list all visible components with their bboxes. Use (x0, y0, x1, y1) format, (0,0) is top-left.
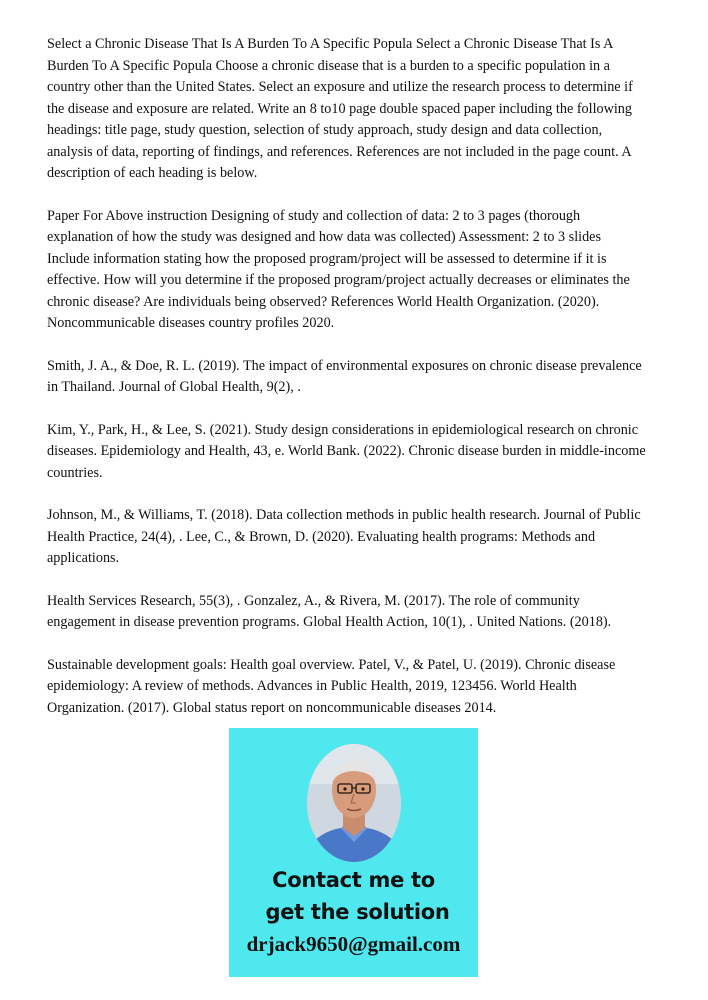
contact-email[interactable]: drjack9650@gmail.com (246, 932, 461, 956)
paragraph-reference-health-services: Health Services Research, 55(3), . Gonzalez, A., & Rivera, M. (2017). The role of community engagement in disease prevention programs. Global Health Action, 10(1), . United Nations. (2018). (47, 592, 612, 630)
paragraph-reference-sustainable: Sustainable development goals: Health goal overview. Patel, V., & Patel, U. (2019). Chronic disease epidemiology: A review of methods. Advances in Public Health, 2019, 123456. World Health Organization. (2017). Global status report on noncommunicable diseases 2014. (47, 656, 616, 716)
contact-heading-line1: Contact me to (272, 868, 435, 892)
person-portrait-icon (307, 744, 401, 862)
document-body (47, 34, 647, 740)
paragraph-reference-kim: Kim, Y., Park, H., & Lee, S. (2021). Study design considerations in epidemiological research on chronic diseases. Epidemiology and Health, 43, e. World Bank. (2022). Chronic disease burden in middle-income countries. (47, 421, 646, 481)
paragraph-reference-smith: Smith, J. A., & Doe, R. L. (2019). The impact of environmental exposures on chronic disease prevalence in Thailand. Journal of Global Health, 9(2), . (47, 357, 642, 395)
paragraph-instructions: Paper For Above instruction Designing of study and collection of data: 2 to 3 pages (thorough explanation of how the study was designed and how data was collected) Assessment: 2 to 3 slides Include information stating how the proposed program/project will be assessed to determine if it is effective. How will you determine if the proposed program/project actually decreases or eliminates the chronic disease? Are individuals being observed? References World Health Organization. (2020). Noncommunicable diseases country profiles 2020. (47, 207, 630, 331)
contact-advertisement[interactable] (229, 728, 478, 977)
paragraph-assignment-intro: Select a Chronic Disease That Is A Burden To A Specific Popula Select a Chronic Disease That Is A Burden To A Specific Popula Choose a chronic disease that is a burden to a specific population in a country other than the United States. Select an exposure and utilize the research process to determine if the disease and exposure are related. Write an 8 to10 page double spaced paper including the following headings: title page, study question, selection of study approach, study design and data collection, analysis of data, reporting of findings, and references. References are not included in the page count. A description of each heading is below. (47, 36, 633, 181)
contact-heading-line2: get the solution (265, 900, 450, 924)
paragraph-reference-johnson: Johnson, M., & Williams, T. (2018). Data collection methods in public health research. Journal of Public Health Practice, 24(4), . Lee, C., & Brown, D. (2020). Evaluating health programs: Methods and applications. (47, 507, 641, 566)
